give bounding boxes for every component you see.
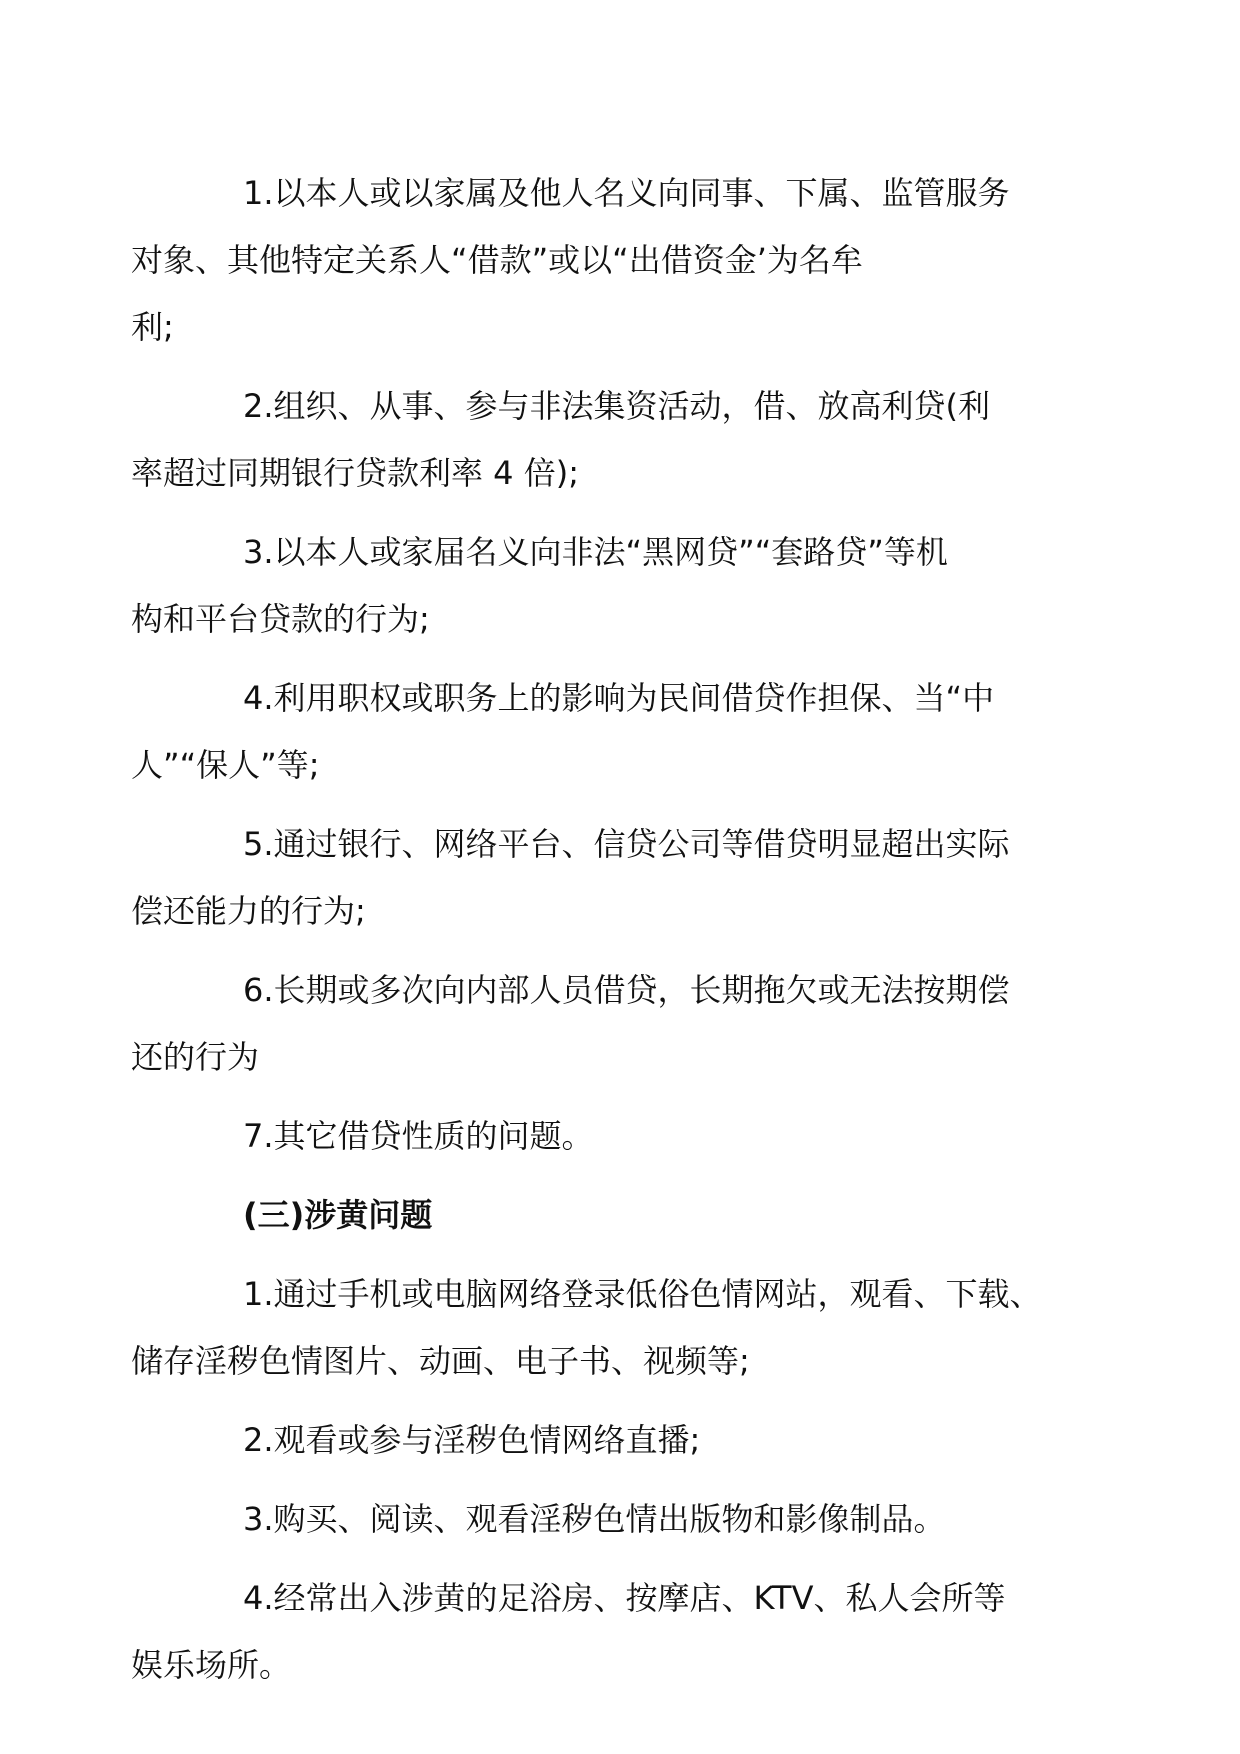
section-heading — [187, 1182, 1063, 1249]
paragraph-line: 1.以本人或以家属及他人名义向同事、下属、监管服务 — [243, 174, 1010, 212]
paragraph-line: 构和平台贷款的行为; — [131, 600, 430, 638]
paragraph-9 — [187, 1407, 1063, 1474]
document-body — [131, 160, 1063, 1711]
paragraph-4 — [131, 665, 1063, 799]
paragraph-line: 还的行为 — [131, 1038, 260, 1076]
paragraph-2 — [131, 373, 1063, 507]
paragraph-line: 2.观看或参与淫秽色情网络直播; — [243, 1421, 701, 1459]
paragraph-line: 4.经常出入涉黄的足浴房、按摩店、KTV、私人会所等 — [243, 1579, 1006, 1617]
paragraph-11 — [131, 1565, 1063, 1699]
paragraph-line: 率超过同期银行贷款利率 4 倍); — [131, 454, 579, 492]
paragraph-line: 7.其它借贷性质的问题。 — [243, 1117, 594, 1155]
paragraph-line: 2.组织、从事、参与非法集资活动，借、放高利贷(利 — [243, 387, 991, 425]
paragraph-3 — [131, 519, 1063, 653]
paragraph-5 — [131, 811, 1063, 945]
paragraph-line: 4.利用职权或职务上的影响为民间借贷作担保、当“中 — [243, 679, 995, 717]
paragraph-line: 娱乐场所。 — [131, 1646, 292, 1684]
paragraph-10 — [187, 1486, 1063, 1553]
paragraph-1 — [131, 160, 1063, 361]
paragraph-6 — [131, 957, 1063, 1091]
paragraph-line: 1.通过手机或电脑网络登录低俗色情网站，观看、下载、 — [243, 1275, 1042, 1313]
paragraph-line: 对象、其他特定关系人“借款”或以“出借资金’为名牟 — [131, 241, 863, 279]
paragraph-7 — [187, 1103, 1063, 1170]
paragraph-line: 3.购买、阅读、观看淫秽色情出版物和影像制品。 — [243, 1500, 946, 1538]
paragraph-line: 利; — [131, 308, 174, 346]
paragraph-line: 3.以本人或家届名义向非法“黑网贷”“套路贷”等机 — [243, 533, 948, 571]
section-heading-text: (三)涉黄问题 — [243, 1196, 433, 1234]
paragraph-line: 5.通过银行、网络平台、信贷公司等借贷明显超出实际 — [243, 825, 1010, 863]
paragraph-8 — [131, 1261, 1063, 1395]
paragraph-line: 6.长期或多次向内部人员借贷，长期拖欠或无法按期偿 — [243, 971, 1010, 1009]
paragraph-line: 人”“保人”等; — [131, 746, 320, 784]
paragraph-line: 储存淫秽色情图片、动画、电子书、视频等; — [131, 1342, 750, 1380]
paragraph-line: 偿还能力的行为; — [131, 892, 366, 930]
